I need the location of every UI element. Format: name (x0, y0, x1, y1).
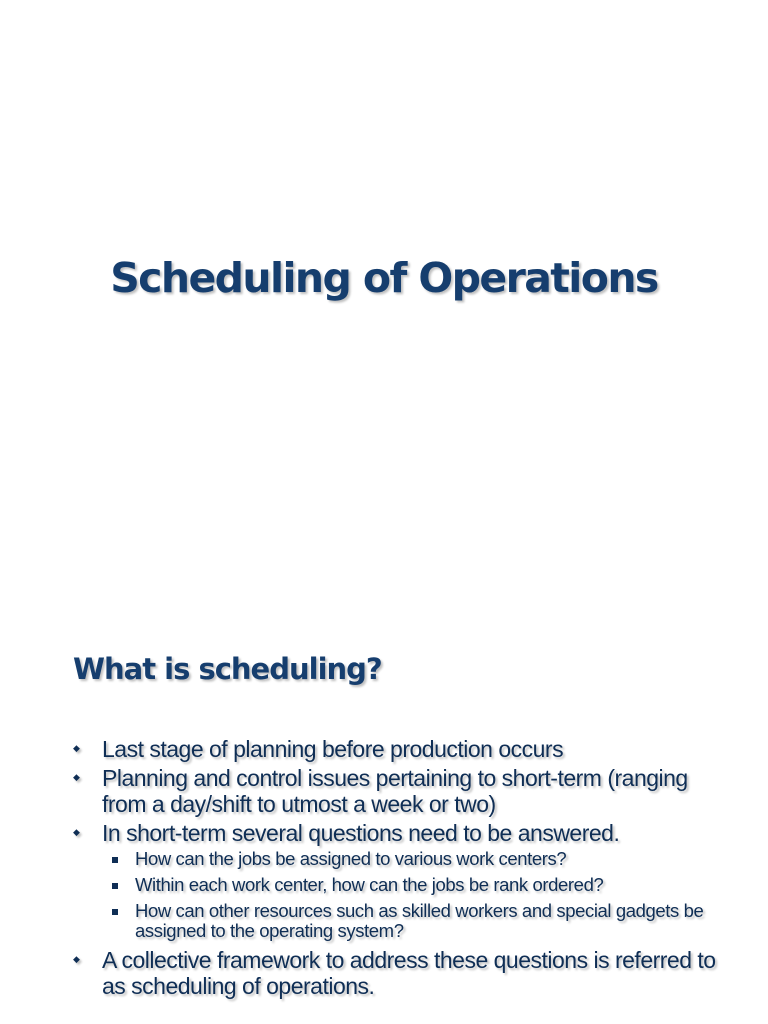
sub-bullet-text: How can the jobs be assigned to various work centers? (135, 848, 567, 869)
sub-bullet-list (102, 849, 733, 941)
bullet-item (73, 820, 733, 941)
sub-bullet-item (102, 875, 733, 895)
sub-bullet-item (102, 901, 733, 941)
bullet-text: Planning and control issues pertaining to short-term (ranging from a day/shift to utmost a week or two) (102, 765, 688, 817)
bullet-item (73, 947, 733, 999)
bullet-item (73, 736, 733, 762)
slide-title: Scheduling of Operations (110, 254, 658, 302)
bullet-item (73, 765, 733, 817)
bullet-list (73, 736, 733, 1002)
bullet-text: Last stage of planning before production occurs (102, 736, 564, 762)
section-heading: What is scheduling? (73, 652, 382, 686)
bullet-text: A collective framework to address these questions is referred to as scheduling of operations. (102, 947, 716, 999)
sub-bullet-item (102, 849, 733, 869)
bullet-text: In short-term several questions need to be answered. (102, 820, 620, 846)
sub-bullet-text: How can other resources such as skilled workers and special gadgets be assigned to the operating system? (135, 900, 704, 941)
sub-bullet-text: Within each work center, how can the jobs be rank ordered? (135, 874, 604, 895)
